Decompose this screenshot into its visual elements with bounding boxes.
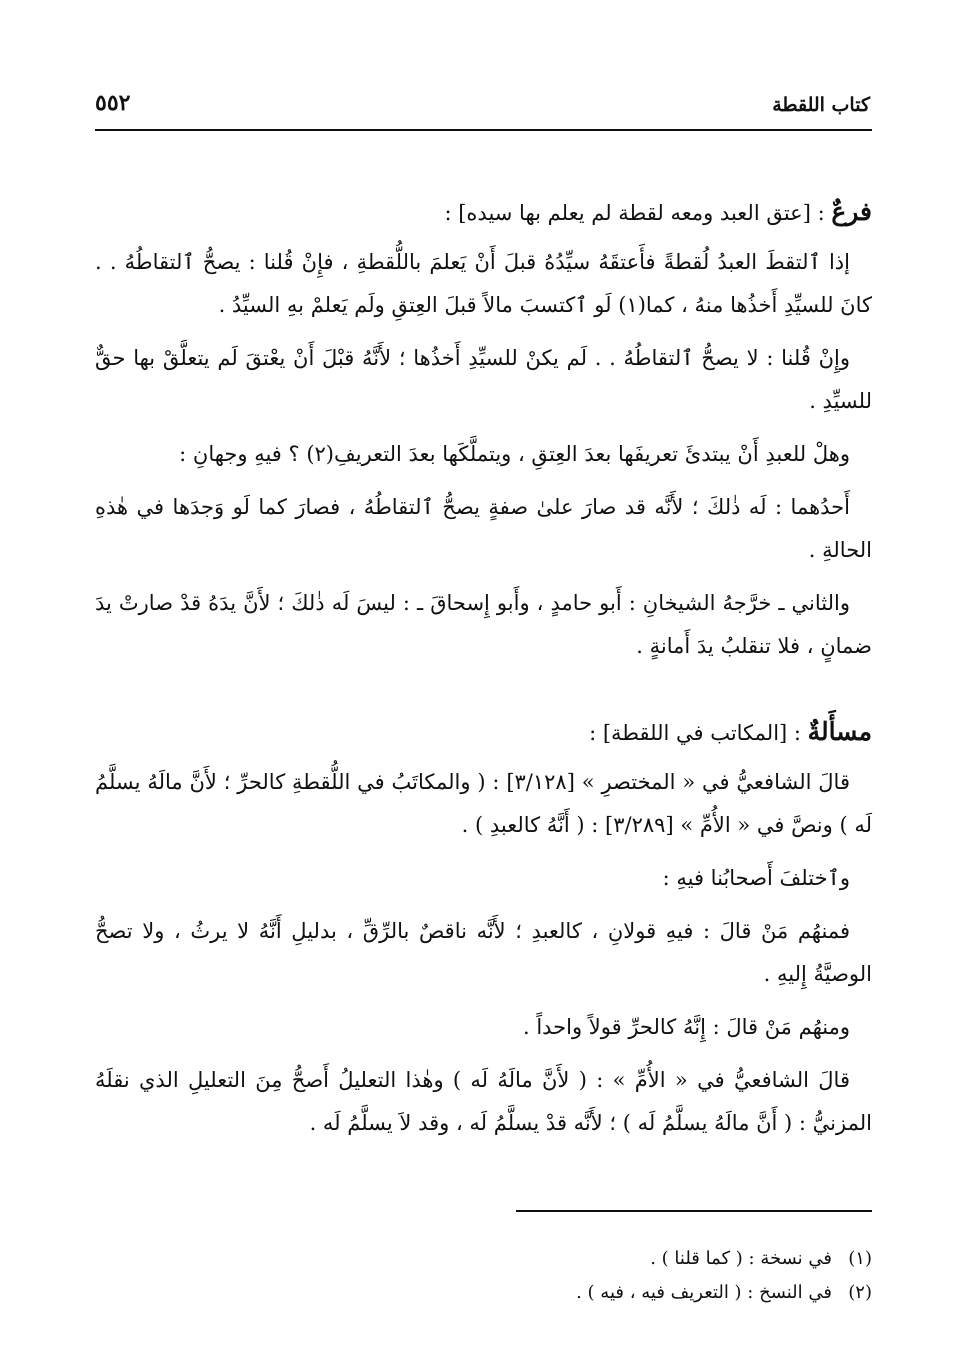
paragraph: قالَ الشافعيُّ في « المختصرِ » [٣/١٢٨] : ( والمكاتَبُ في اللُّقطةِ كالحرِّ ؛ لأَنَّ مالَهُ يسلَّمُ لَه ) ونصَّ في « الأُمِّ » [٣/٢٨٩] : ( أَنَّهُ كالعبدِ ) . — [95, 770, 872, 837]
main-text — [95, 190, 872, 1155]
footnote — [95, 1276, 872, 1310]
heading-title: : [عتق العبد ومعه لقطة لم يعلم بها سيده] : — [444, 201, 832, 225]
header-rule — [95, 129, 872, 131]
section-heading-masala — [95, 710, 872, 755]
running-head — [95, 88, 870, 128]
footnotes — [95, 1242, 872, 1310]
paragraph: قالَ الشافعيُّ في « الأُمِّ » : ( لأَنَّ مالَهُ لَه ) وهٰذا التعليلُ أَصحُّ مِنَ التعليلِ الذي نقلَهُ المزنيُّ : ( أَنَّ مالَهُ يسلَّمُ لَه ) ؛ لأَنَّه قدْ يسلَّمُ لَه ، وقد لاَ يسلَّمُ لَه . — [95, 1068, 872, 1135]
running-head-title: كتاب اللقطة — [772, 94, 870, 116]
footnote-rule — [516, 1210, 872, 1212]
footnote-text: في النسخ : ( التعريف فيه ، فيه ) . — [576, 1282, 832, 1303]
paragraph: أَحدُهما : لَه ذٰلكَ ؛ لأَنَّه قد صارَ علىٰ صفةٍ يصحُّ ٱلتقاطُهُ ، فصارَ كما لَو وَجدَها في هٰذهِ الحالةِ . — [95, 495, 872, 562]
heading-title: : [المكاتب في اللقطة] : — [589, 721, 808, 745]
paragraph: والثاني ـ خرَّجهُ الشيخانِ : أَبو حامدٍ ، وأَبو إِسحاقَ ـ : ليسَ لَه ذٰلكَ ؛ لأَنَّ يدَهُ قدْ صارتْ يدَ ضمانٍ ، فلا تنقلبُ يدَ أَمانةٍ . — [95, 591, 872, 658]
footnote-mark: (٢) — [848, 1282, 872, 1303]
heading-keyword: مسأَلةٌ — [807, 717, 872, 746]
page-number: ٥٥٢ — [95, 90, 131, 116]
paragraph: فمنهُم مَنْ قالَ : فيهِ قولانِ ، كالعبدِ ؛ لأَنَّه ناقصٌ بالرِّقِّ ، بدليلِ أَنَّهُ لا يرثُ ، ولا تصحُّ الوصيَّةُ إِليهِ . — [95, 919, 872, 986]
paragraph: إذا ٱلتقطَ العبدُ لُقطةً فأَعتقَهُ سيِّدُهُ قبلَ أَنْ يَعلمَ باللُّقطةِ ، فإِنْ قُلنا : يصحُّ ٱلتقاطُهُ . . كانَ للسيِّدِ أَخذُها منهُ ، كما(١) لَو ٱكتسبَ مالاً قبلَ العِتقِ ولَم يَعلمْ بهِ السيِّدُ . — [95, 250, 872, 317]
paragraph: وهلْ للعبدِ أَنْ يبتدئَ تعريفَها بعدَ العِتقِ ، ويتملَّكَها بعدَ التعريفِ(٢) ؟ فيهِ وجهانِ : — [179, 442, 850, 466]
paragraph: وإِنْ قُلنا : لا يصحُّ ٱلتقاطُهُ . . لَم يكنْ للسيِّدِ أَخذُها ؛ لأَنَّهُ قبْلَ أَنْ يعْتقَ لَم يتعلَّقْ بها حقٌّ للسيِّدِ . — [95, 346, 872, 413]
section-heading-far — [95, 190, 872, 235]
footnote-mark: (١) — [848, 1248, 872, 1269]
footnote-text: في نسخة : ( كما قلنا ) . — [650, 1248, 832, 1269]
heading-keyword: فرعٌ — [831, 197, 872, 226]
footnote — [95, 1242, 872, 1276]
paragraph: ومنهُم مَنْ قالَ : إِنَّهُ كالحرِّ قولاً واحداً . — [522, 1015, 850, 1039]
paragraph: وٱختلفَ أَصحابُنا فيهِ : — [662, 866, 850, 890]
